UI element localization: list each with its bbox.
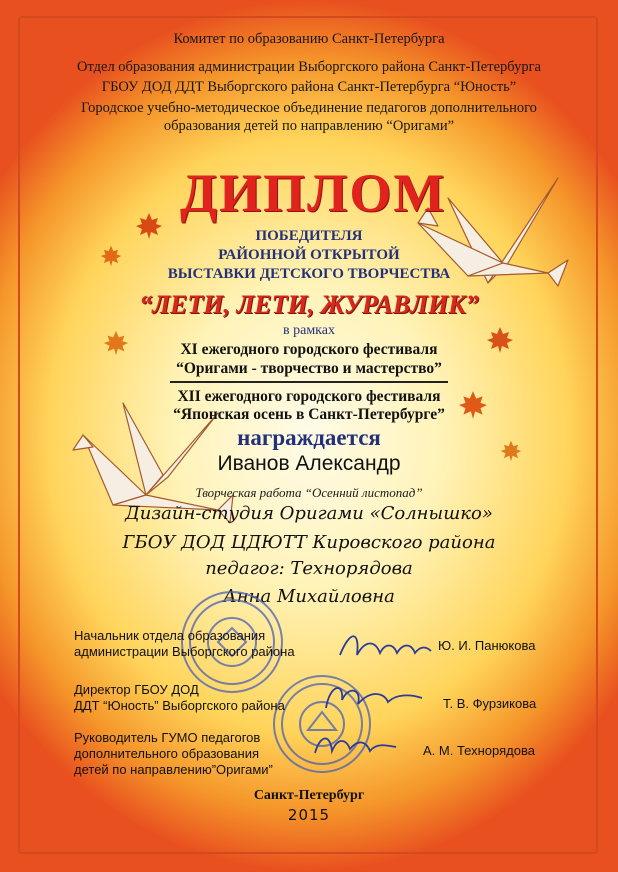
header-line: ГБОУ ДОД ДДТ Выборгского района Санкт-Петербурга “Юность”	[101, 79, 517, 95]
footer-year: 2015	[287, 806, 331, 824]
recipient-name: Иванов Александр	[217, 452, 401, 475]
work-title: Творческая работа “Осенний листопад”	[195, 485, 423, 500]
signatory-name: А. М. Технорядова	[423, 743, 535, 758]
within-label: в рамках	[283, 323, 335, 338]
signature-icon	[310, 725, 400, 765]
teacher-name: Анна Михайловна	[223, 586, 395, 607]
signatory-position: Начальник отдела образования администрации Выборгского района	[74, 628, 295, 659]
signature-icon	[318, 676, 428, 716]
subtitle-line: ВЫСТАВКИ ДЕТСКОГО ТВОРЧЕСТВА	[167, 266, 451, 282]
festival-line: XII ежегодного городского фестиваля	[177, 388, 441, 405]
studio-name: Дизайн-студия Оригами «Солнышко»	[125, 503, 493, 524]
subtitle-line: ПОБЕДИТЕЛЯ	[255, 228, 363, 244]
footer-city: Санкт-Петербург	[253, 788, 365, 803]
signatory-name: Т. В. Фурзикова	[443, 696, 537, 711]
organization-name: ГБОУ ДОД ЦДЮТТ Кировского района	[122, 532, 496, 553]
signatory-position: Руководитель ГУМО педагогов дополнительного образования детей по направлению”Оригами”	[74, 730, 273, 777]
header-line: Комитет по образованию Санкт-Петербурга	[173, 31, 445, 47]
signature-icon	[335, 625, 435, 665]
subtitle-line: РАЙОННОЙ ОТКРЫТОЙ	[218, 247, 400, 263]
header-line: образования детей по направлению “Оригами”	[163, 118, 455, 134]
signatory-position: Директор ГБОУ ДОД ДДТ “Юность” Выборгского района	[74, 682, 285, 713]
contest-name: “ЛЕТИ, ЛЕТИ, ЖУРАВЛИК”	[139, 290, 479, 319]
teacher-label: педагог: Технорядова	[205, 558, 413, 579]
festival-line: XI ежегодного городского фестиваля	[180, 341, 438, 358]
awarded-label: награждается	[237, 425, 381, 450]
divider	[170, 381, 448, 383]
festival-line: “Японская осень в Санкт-Петербурге”	[173, 406, 445, 423]
festival-line: “Оригами - творчество и мастерство”	[176, 360, 442, 377]
page-title: ДИПЛОМ	[180, 163, 447, 223]
signatory-name: Ю. И. Панюкова	[438, 638, 536, 653]
header-line: Городское учебно-методическое объединение педагогов дополнительного	[81, 100, 537, 116]
header-line: Отдел образования администрации Выборгского района Санкт-Петербурга	[77, 59, 541, 75]
